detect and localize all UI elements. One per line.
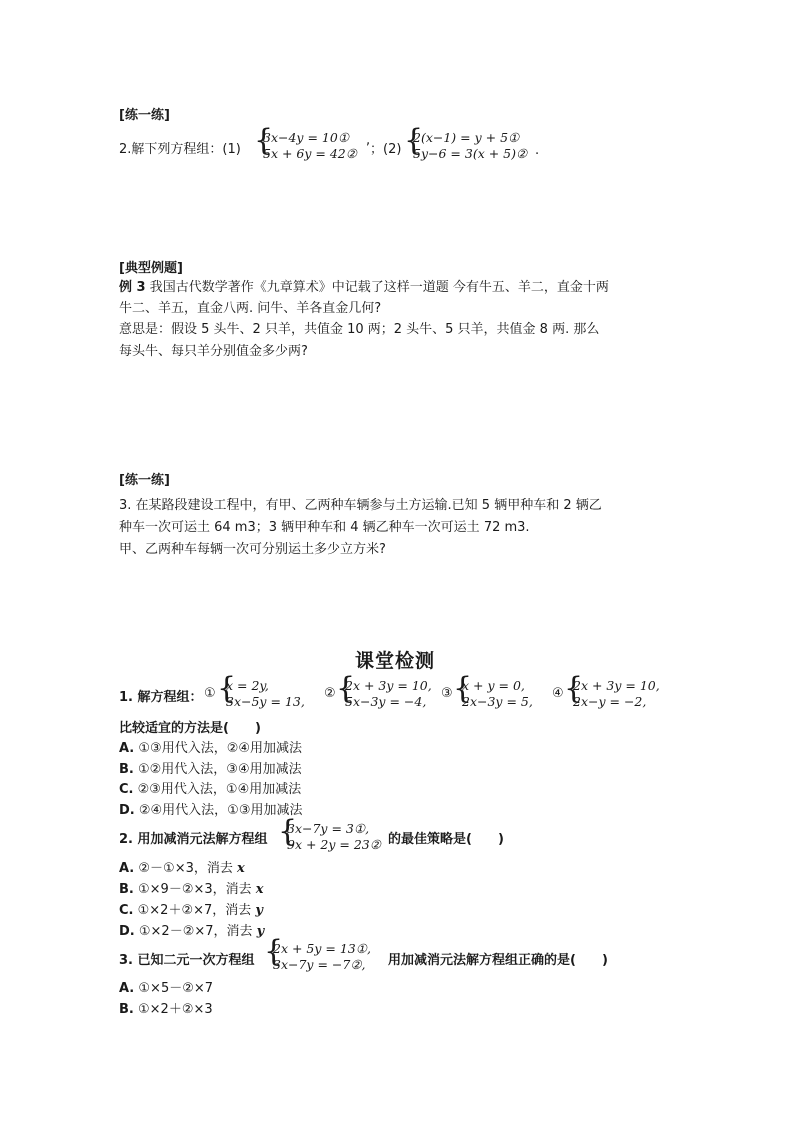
example-line-4: 每头牛、每只羊分别值金多少两? — [119, 344, 308, 359]
option-variable: x — [255, 882, 264, 897]
system-2-tail: . — [535, 143, 540, 158]
example-text: 我国古代数学著作《九章算术》中记载了这样一道题 今有牛五、羊二，直金十两 — [149, 280, 609, 295]
brace-icon: { — [278, 814, 298, 849]
quiz-q1-mark-4: ④ — [552, 686, 564, 701]
option-text: ①×5－②×7 — [138, 981, 214, 996]
practice-2-line-2: 种车一次可运土 64 m3；3 辆甲种车和 4 辆乙种车一次可运土 72 m3. — [119, 520, 530, 535]
quiz-q1-option-a[interactable] — [119, 737, 302, 756]
equation-line: 3x−5y = 13, — [226, 694, 305, 709]
quiz-q2-option-b[interactable] — [119, 878, 264, 897]
brace-icon: { — [404, 123, 424, 158]
quiz-q3-option-b[interactable] — [119, 998, 213, 1017]
equation-line: 2(x−1) = y + 5① — [413, 130, 520, 145]
equation-line: 2x−3y = 5, — [462, 694, 533, 709]
quiz-q2-suffix: 的最佳策略是( ) — [388, 832, 504, 847]
quiz-title: 课堂检测 — [355, 650, 436, 672]
option-letter: A. — [119, 981, 135, 996]
equation-line: x = 2y, — [226, 678, 269, 693]
option-text: ①×2＋②×3 — [138, 1002, 213, 1017]
quiz-q1-option-d[interactable] — [119, 799, 303, 818]
option-letter: C. — [119, 782, 134, 797]
brace-icon: { — [254, 123, 274, 158]
quiz-q3-option-a[interactable] — [119, 977, 213, 996]
brace-icon: { — [217, 671, 237, 706]
practice-2-line-3: 甲、乙两种车每辆一次可分别运土多少立方米? — [119, 542, 386, 557]
equation-line: 5y−6 = 3(x + 5)② — [413, 146, 528, 161]
example-label: 例 3 — [119, 280, 146, 295]
brace-icon: { — [336, 671, 356, 706]
quiz-q2-option-a[interactable] — [119, 857, 245, 876]
option-letter: B. — [119, 762, 134, 777]
practice-header-2: [练一练] — [119, 473, 170, 488]
option-letter: A. — [119, 741, 135, 756]
equation-line: 5x−3y = −4, — [345, 694, 427, 709]
quiz-q2-option-d[interactable] — [119, 920, 264, 939]
quiz-q1-system-4 — [564, 671, 674, 711]
system-1-tail: , — [366, 133, 371, 148]
quiz-q3-prefix: 3. 已知二元一次方程组 — [119, 953, 255, 968]
equation-line: 3x−4y = 10① — [263, 130, 350, 145]
option-variable: x — [237, 861, 245, 876]
option-text: ①③用代入法，②④用加减法 — [138, 741, 303, 756]
option-letter: D. — [119, 924, 135, 939]
equation-line: 2x−y = −2, — [573, 694, 647, 709]
option-text: ①×2－②×7，消去 — [138, 924, 257, 939]
quiz-q3-system — [264, 934, 384, 974]
quiz-q3-suffix: 用加减消元法解方程组正确的是( ) — [388, 953, 608, 968]
option-text: ①②用代入法，③④用加减法 — [138, 762, 302, 777]
option-text: ②③用代入法，①④用加减法 — [137, 782, 302, 797]
equation-line: 3x−7y = 3①, — [287, 821, 370, 836]
quiz-q1-mark-3: ③ — [441, 686, 453, 701]
brace-icon: { — [453, 671, 473, 706]
example-line-3: 意思是：假设 5 头牛、2 只羊，共值金 10 两；2 头牛、5 只羊，共值金 8 两. 那么 — [119, 322, 600, 337]
option-letter: B. — [119, 1002, 134, 1017]
equation-line: 5x + 6y = 42② — [263, 146, 357, 161]
option-text: ②④用代入法，①③用加减法 — [138, 803, 303, 818]
example-header: [典型例题] — [119, 261, 183, 276]
option-letter: D. — [119, 803, 135, 818]
option-letter: C. — [119, 903, 134, 918]
example-line-1 — [119, 276, 609, 295]
brace-icon: { — [264, 934, 284, 969]
quiz-q1-prefix: 1. 解方程组： — [119, 690, 203, 705]
quiz-q1-mark-1: ① — [204, 686, 216, 701]
quiz-q1-system-1 — [217, 671, 317, 711]
equation-line: 2x + 3y = 10, — [573, 678, 660, 693]
practice-2-line-1: 3. 在某路段建设工程中，有甲、乙两种车辆参与土方运输.已知 5 辆甲种车和 2 辆乙 — [119, 498, 602, 513]
option-text: ②－①×3，消去 — [138, 861, 237, 876]
equation-line: 9x + 2y = 23② — [287, 837, 381, 852]
equation-line: 3x−7y = −7②, — [273, 957, 366, 972]
quiz-q2-system — [278, 814, 388, 854]
quiz-q1-option-c[interactable] — [119, 778, 301, 797]
example-line-2: 牛二、羊五，直金八两. 问牛、羊各直金几何? — [119, 301, 382, 316]
option-letter: B. — [119, 882, 134, 897]
option-letter: A. — [119, 861, 135, 876]
quiz-q1-system-3 — [453, 671, 553, 711]
option-text: ①×9－②×3，消去 — [138, 882, 256, 897]
question-2-separator: ；(2) — [370, 142, 402, 157]
quiz-q2-prefix: 2. 用加减消元法解方程组 — [119, 832, 268, 847]
option-text: ①×2＋②×7，消去 — [137, 903, 256, 918]
quiz-q2-option-c[interactable] — [119, 899, 263, 918]
equation-system-1 — [254, 123, 374, 163]
option-variable: y — [256, 924, 265, 939]
brace-icon: { — [564, 671, 584, 706]
question-2-prefix: 2.解下列方程组：(1) — [119, 142, 241, 157]
equation-line: 2x + 5y = 13①, — [273, 941, 371, 956]
quiz-q1-question: 比较适宜的方法是( ) — [119, 721, 261, 736]
equation-line: 2x + 3y = 10, — [345, 678, 432, 693]
quiz-q1-option-b[interactable] — [119, 758, 302, 777]
equation-system-2 — [404, 123, 554, 163]
equation-line: x + y = 0, — [462, 678, 525, 693]
practice-header-1: [练一练] — [119, 108, 170, 123]
quiz-q1-mark-2: ② — [324, 686, 336, 701]
quiz-q1-system-2 — [336, 671, 446, 711]
option-variable: y — [255, 903, 263, 918]
